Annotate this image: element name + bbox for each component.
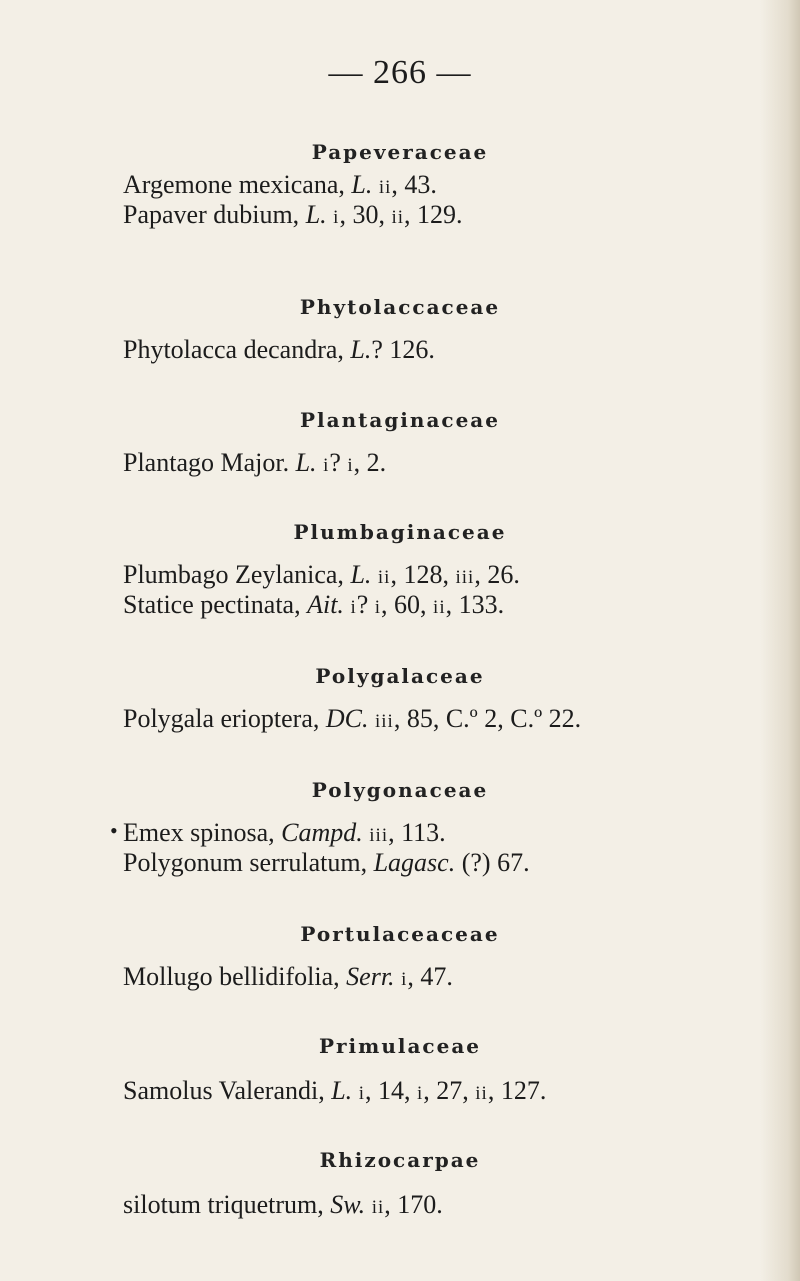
bullet-mark: • [110, 818, 118, 843]
species-refs: i, 47. [401, 962, 453, 991]
page-number: — 266 — [328, 54, 472, 91]
section-papeveraceae [0, 140, 800, 229]
family-heading: Papeveraceae [311, 140, 489, 164]
species-refs: ii, 128, iii, 26. [377, 560, 520, 589]
section-polygonaceae [0, 778, 800, 877]
section-plumbaginaceae [0, 520, 800, 619]
species-name: Phytolacca decandra, [123, 335, 344, 364]
species-author: L. [295, 448, 317, 477]
species-name: Plumbago Zeylanica, [123, 560, 344, 589]
species-entry [123, 1190, 443, 1223]
species-refs: i, 30, ii, 129. [333, 200, 463, 229]
family-heading: Polygalaceae [315, 664, 485, 688]
section-phytolaccaceae [0, 295, 800, 364]
page-edge-shadow [760, 0, 800, 1281]
species-name: Polygonum serrulatum, [123, 848, 368, 877]
species-entry [123, 170, 437, 203]
species-author: DC. [325, 704, 369, 733]
species-author: Campd. [281, 818, 363, 847]
section-polygalaceae [0, 664, 800, 733]
species-entry [123, 200, 463, 233]
species-refs: i, 14, i, 27, ii, 127. [358, 1076, 547, 1105]
family-heading: Phytolaccaceae [299, 295, 501, 319]
species-entry [123, 1076, 546, 1109]
family-heading: Rhizocarpae [319, 1148, 481, 1172]
species-name: Polygala erioptera, [123, 704, 320, 733]
species-name: Argemone mexicana, [123, 170, 345, 199]
species-name: Samolus Valerandi, [123, 1076, 325, 1105]
species-entry [123, 818, 446, 851]
species-author: L. [351, 170, 373, 199]
section-primulaceae [0, 1034, 800, 1105]
species-author: L. [331, 1076, 353, 1105]
species-entry [123, 335, 435, 365]
species-refs: ii, 170. [371, 1190, 443, 1219]
species-entry [123, 448, 386, 481]
species-refs: (?) 67. [455, 848, 530, 877]
species-name: Mollugo bellidifolia, [123, 962, 340, 991]
species-author: Lagasc. [373, 848, 456, 877]
species-name: Plantago Major. [123, 448, 290, 477]
species-author: L. [350, 560, 372, 589]
species-author: L. [350, 335, 372, 364]
section-rhizocarpae [0, 1148, 800, 1219]
species-name: Statice pectinata, [123, 590, 301, 619]
species-refs: iii, 113. [369, 818, 446, 847]
species-entry [123, 962, 453, 995]
species-name: Papaver dubium, [123, 200, 300, 229]
species-entry [123, 560, 520, 593]
family-heading: Portulaceaceae [300, 922, 500, 946]
species-author: Sw. [330, 1190, 366, 1219]
species-name: Emex spinosa, [123, 818, 275, 847]
species-author: L. [305, 200, 327, 229]
family-heading: Plantaginaceae [299, 408, 500, 432]
section-portulaceaceae [0, 922, 800, 991]
species-entry [123, 848, 530, 878]
family-heading: Primulaceae [318, 1034, 482, 1058]
family-heading: Polygonaceae [311, 778, 489, 802]
species-refs: iii, 85, C.º 2, C.º 22. [375, 704, 582, 733]
species-refs: i? i, 2. [323, 448, 387, 477]
species-entry [123, 590, 504, 623]
family-heading: Plumbaginaceae [293, 520, 507, 544]
species-entry [123, 704, 581, 737]
species-name: silotum triquetrum, [123, 1190, 324, 1219]
species-refs: i? i, 60, ii, 133. [350, 590, 505, 619]
section-plantaginaceae [0, 408, 800, 477]
species-author: Serr. [346, 962, 395, 991]
species-refs: ii, 43. [378, 170, 437, 199]
species-refs: ? 126. [371, 335, 435, 364]
species-author: Ait. [307, 590, 344, 619]
